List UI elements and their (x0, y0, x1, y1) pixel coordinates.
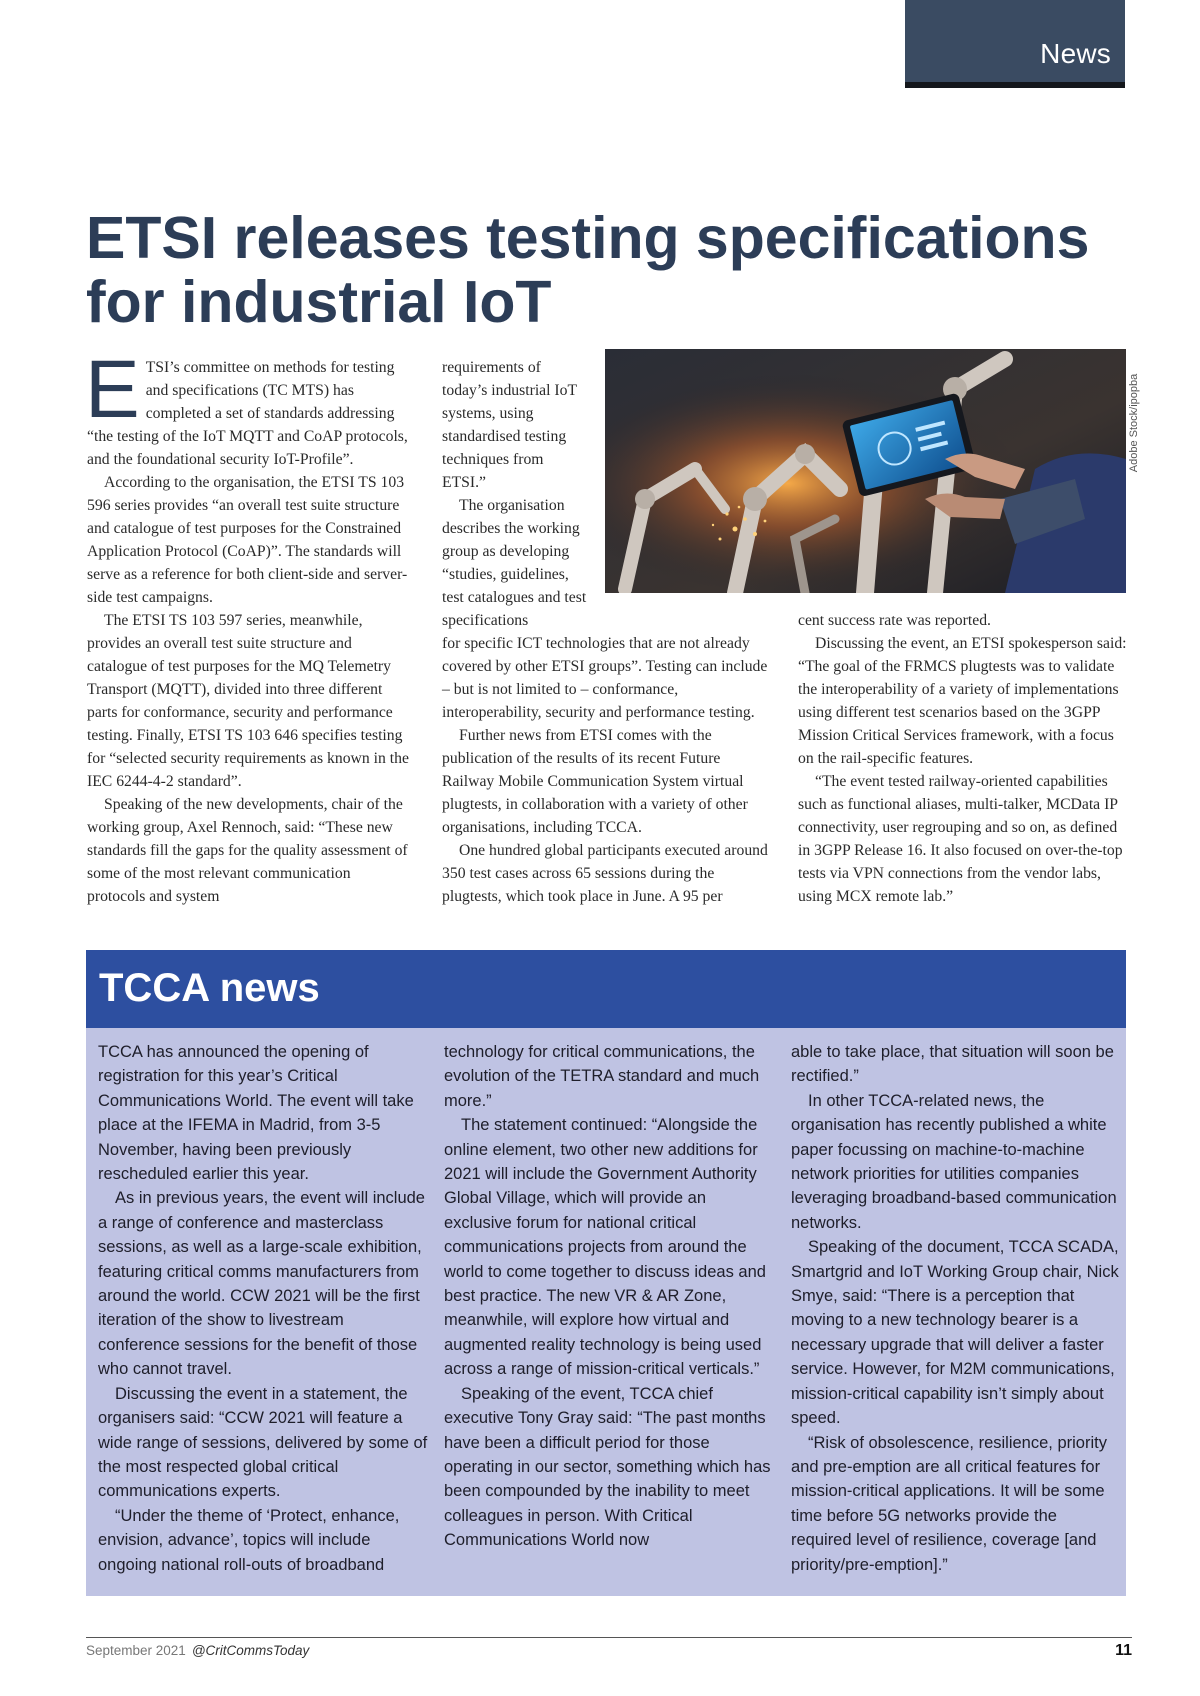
article-paragraph: The ETSI TS 103 597 series, meanwhile, provides an overall test suite structure and catalogue of test purposes for the MQ Telemetry Transport (MQTT), divided into three different parts for conformance, security and performance testing. Finally, ETSI TS 103 646 specifies testing for “selected security requirements as known in the IEC 6244-4-2 standard”. (87, 612, 409, 790)
industrial-robots-photo (605, 349, 1126, 593)
section-tab (905, 0, 1125, 88)
footer-divider (86, 1637, 1132, 1638)
article-paragraph: Speaking of the new developments, chair of the working group, Axel Rennoch, said: “These new standards fill the gaps for the quality assessment of some of the most relevant communication protocols and system (87, 796, 408, 905)
section-label: News (1040, 38, 1111, 69)
article-paragraph: requirements of today’s industrial IoT systems, using standardised testing techniques from ETSI.” (442, 359, 577, 491)
tcca-paragraph: Discussing the event in a statement, the organisers said: “CCW 2021 will feature a wide range of sessions, delivered by some of the most respected global critical communications experts. (98, 1384, 428, 1501)
tcca-paragraph: TCCA has announced the opening of registration for this year’s Critical Communications World. The event will take place at the IFEMA in Madrid, from 3-5 November, having been previously rescheduled earlier this year. (98, 1043, 414, 1184)
article-paragraph: “The event tested railway-oriented capabilities such as functional aliases, multi-talker, MCData IP connectivity, user regrouping and so on, as defined in 3GPP Release 16. It also focused on over-the-top tests via VPN connections from the vendor labs, using MCX remote lab.” (798, 773, 1123, 905)
article-column-1 (85, 344, 409, 908)
article-column-2-narrow (442, 356, 587, 632)
article-paragraph: cent success rate was reported. (798, 612, 991, 629)
tcca-column-1 (98, 1040, 428, 1577)
tcca-column-2 (444, 1040, 774, 1553)
drop-cap: E (85, 344, 140, 435)
article-paragraph: Further news from ETSI comes with the publication of the results of its recent Future Railway Mobile Communication System virtual plugtests, in collaboration with a variety of other organisations, including TCCA. (442, 727, 748, 836)
photo-credit: Adobe Stock/ipopba (1128, 373, 1140, 473)
tcca-paragraph: Speaking of the event, TCCA chief executive Tony Gray said: “The past months have been a difficult period for those operating in our sector, something which has been compounded by the inability to meet colleagues in person. With Critical Communications World now (444, 1384, 771, 1550)
tcca-column-3 (791, 1040, 1121, 1577)
tcca-paragraph: Speaking of the document, TCCA SCADA, Smartgrid and IoT Working Group chair, Nick Smye, said: “There is a perception that moving to a new technology bearer is a necessary upgrade that will deliver a faster service. However, for M2M communications, mission-critical capability isn’t simply about speed. (791, 1238, 1119, 1428)
tcca-paragraph: As in previous years, the event will include a range of conference and masterclass sessions, as well as a large-scale exhibition, featuring critical comms manufacturers from around the world. CCW 2021 will be the first iteration of the show to livestream conference sessions for the benefit of those who cannot travel. (98, 1189, 425, 1379)
article-paragraph: The organisation describes the working group as developing “studies, guidelines, test catalogues and test specifications (442, 497, 587, 629)
footer-twitter-handle: @CritCommsToday (191, 1643, 310, 1658)
article-paragraph: Discussing the event, an ETSI spokesperson said: “The goal of the FRMCS plugtests was to validate the interoperability of a variety of implementations using different test scenarios based on the 3GPP Mission Critical Services framework, with a focus on the rail-specific features. (798, 635, 1127, 767)
tcca-paragraph: The statement continued: “Alongside the online element, two other new additions for 2021 will include the Government Authority Global Village, which will provide an exclusive forum for national critical communications projects from around the world to come together to discuss ideas and best practice. The new VR & AR Zone, meanwhile, will explore how virtual and augmented reality technology is being used across a range of mission-critical verticals.” (444, 1116, 766, 1379)
footer-info (86, 1643, 309, 1658)
tcca-paragraph: “Under the theme of ‘Protect, enhance, envision, advance’, topics will include ongoing national roll-outs of broadband (98, 1506, 400, 1574)
article-paragraph: According to the organisation, the ETSI TS 103 596 series provides “an overall test suite structure and catalogue of test purposes for the Constrained Application Protocol (CoAP)”. The standards will serve as a reference for both client-side and server-side test campaigns. (87, 474, 408, 606)
page-number: 11 (1115, 1642, 1132, 1659)
article-column-2-wide (442, 632, 772, 908)
headline-line-2: for industrial IoT (86, 269, 552, 335)
article-paragraph: for specific ICT technologies that are not already covered by other ETSI groups”. Testing can include – but is not limited to – conformance, interoperability, security and performance testing. (442, 635, 768, 721)
tcca-paragraph: In other TCCA-related news, the organisation has recently published a white paper focussing on machine-to-machine network priorities for utilities companies leveraging broadband-based communication networks. (791, 1091, 1117, 1232)
tcca-paragraph: technology for critical communications, the evolution of the TETRA standard and much more.” (444, 1043, 760, 1110)
article-photo (605, 349, 1126, 593)
headline-line-1: ETSI releases testing specifications (86, 205, 1090, 271)
tcca-news-title: TCCA news (99, 966, 320, 1010)
article-headline (86, 206, 1146, 334)
article-paragraph: One hundred global participants executed around 350 test cases across 65 sessions during the plugtests, which took place in June. A 95 per (442, 842, 768, 905)
footer-date: September 2021 (86, 1643, 186, 1658)
tcca-paragraph: able to take place, that situation will soon be rectified.” (791, 1043, 1114, 1086)
article-paragraph: TSI’s committee on methods for testing and specifications (TC MTS) has completed a set of standards addressing “the testing of the IoT MQTT and CoAP protocols, and the foundational security IoT-Profile”. (87, 359, 408, 468)
tcca-paragraph: “Risk of obsolescence, resilience, priority and pre-emption are all critical features for mission-critical applications. It will be some time before 5G networks provide the required level of resilience, coverage [and priority/pre-emption].” (791, 1433, 1107, 1574)
article-column-3 (798, 609, 1128, 908)
